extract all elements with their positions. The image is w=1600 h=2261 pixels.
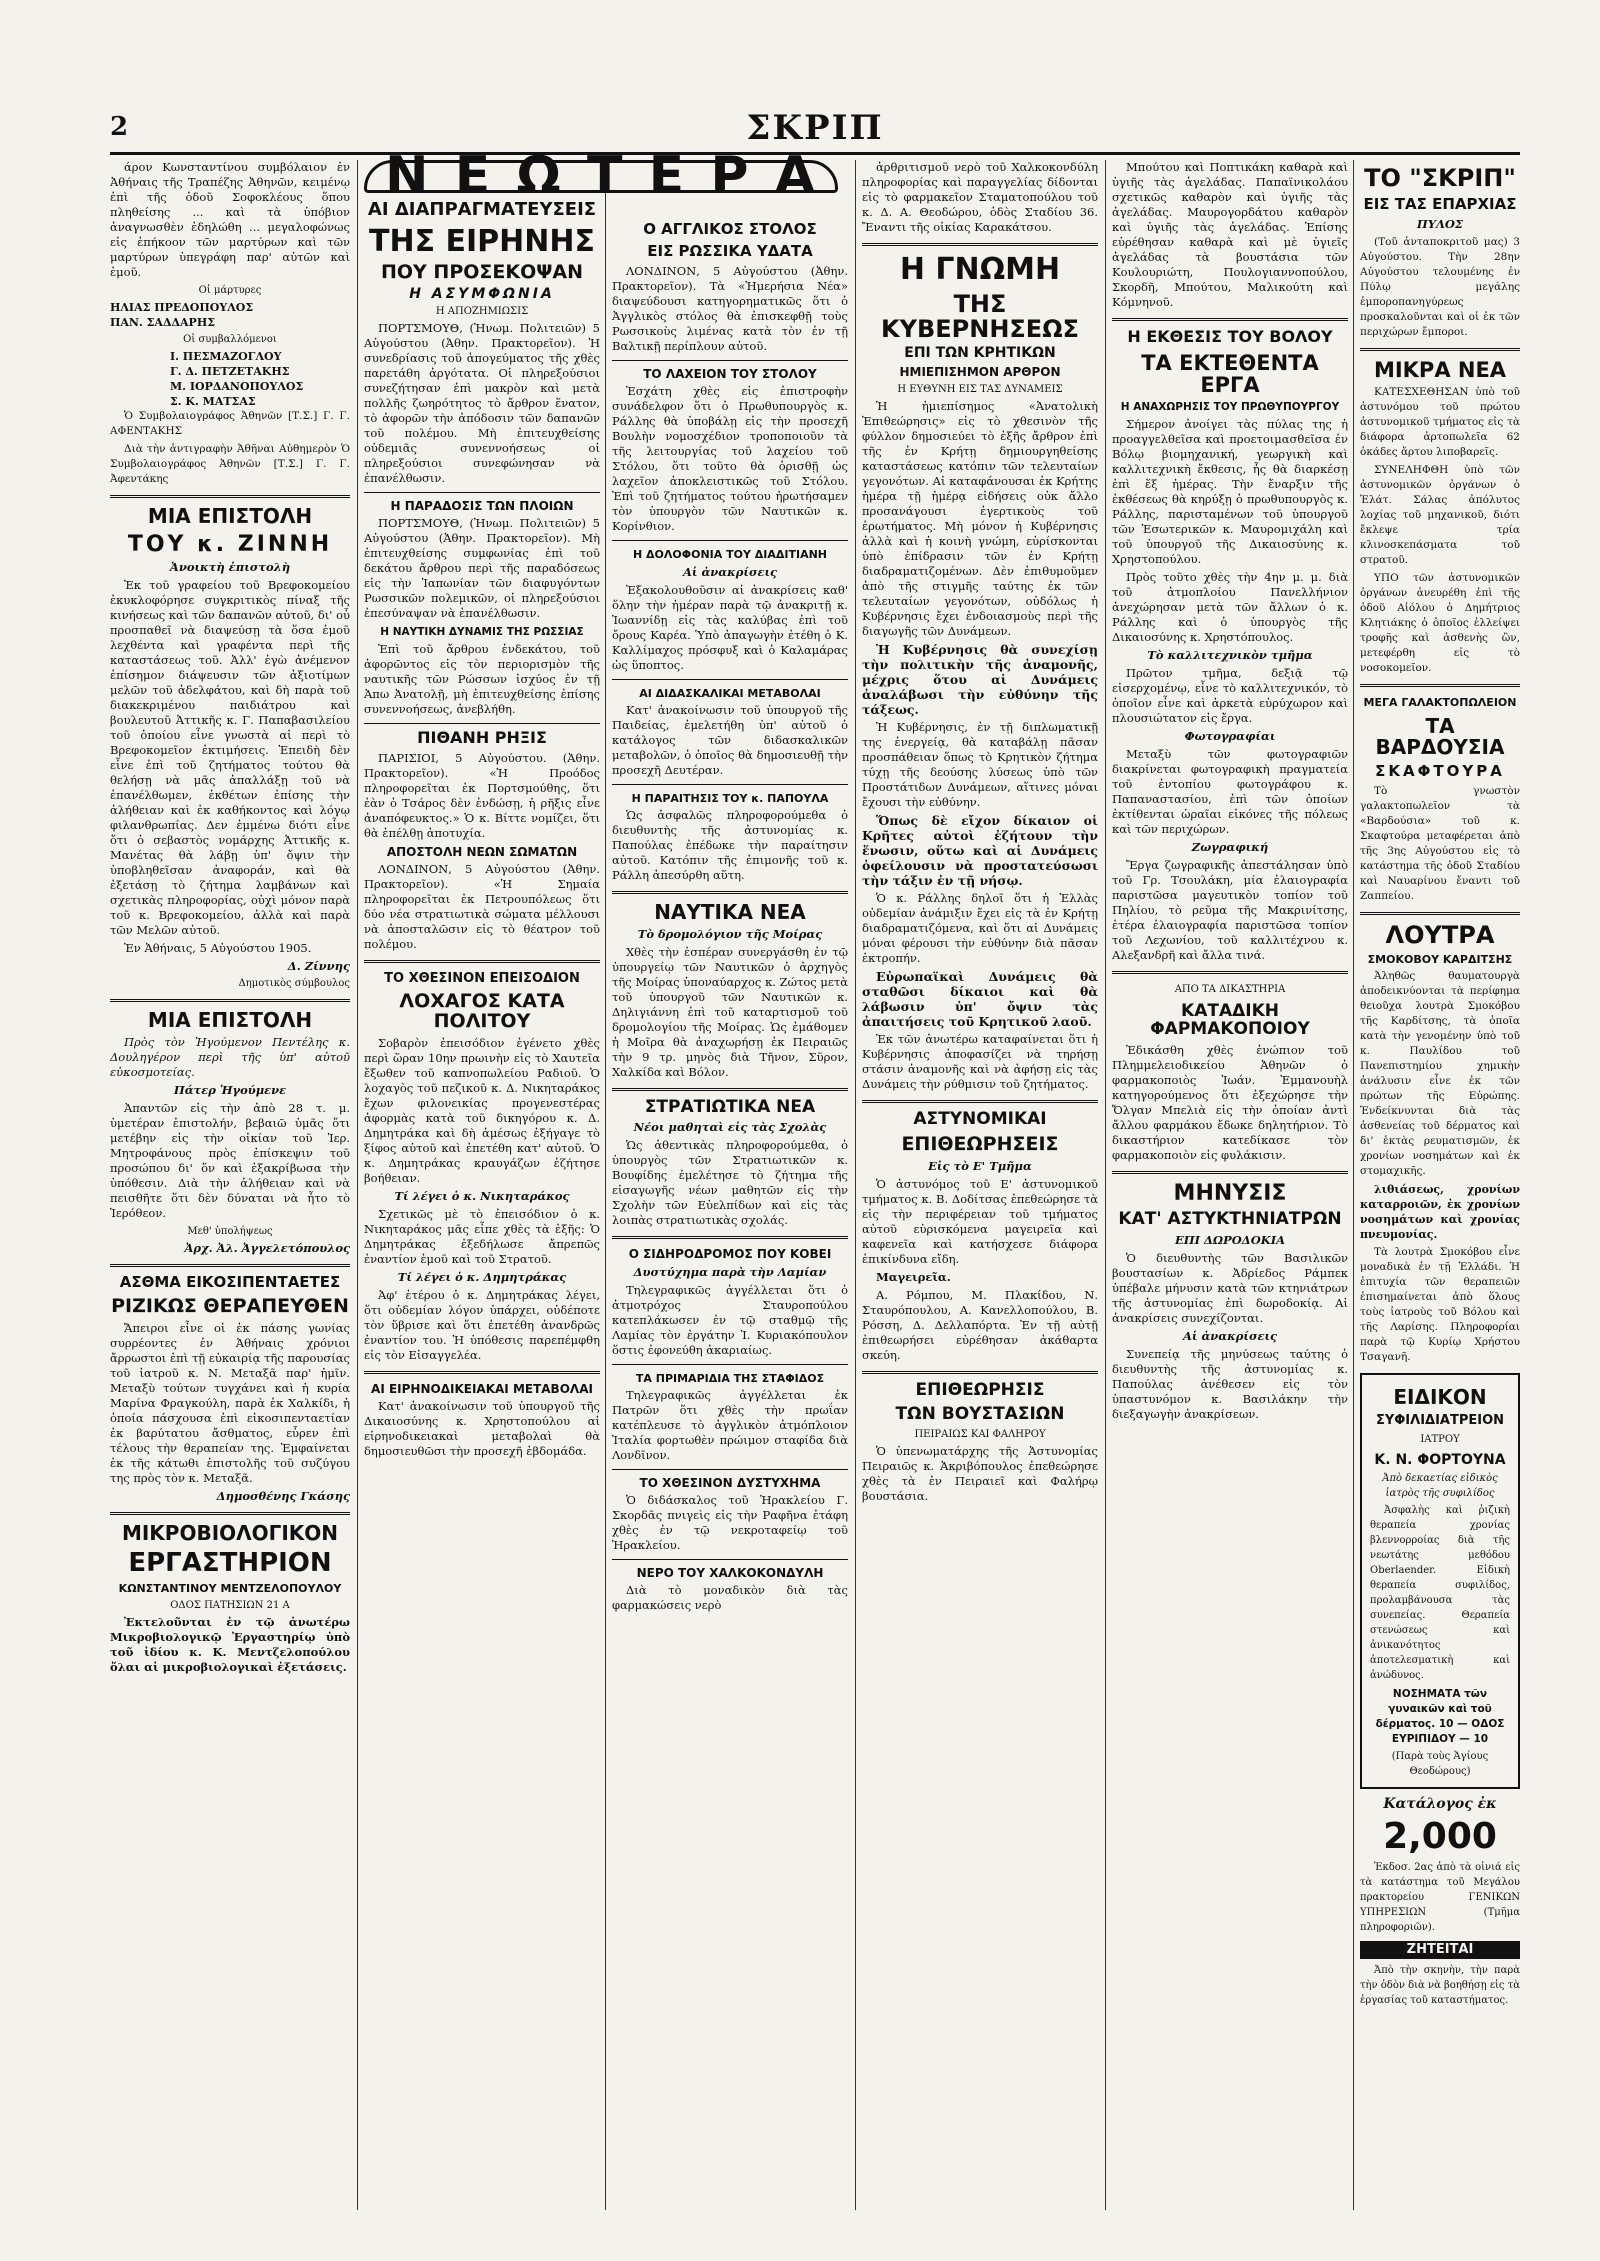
short-news-title: ΜΙΚΡΑ ΝΕΑ [1373,357,1507,382]
police-subtitle: Εἰς τὸ Ε' Τμῆμα [928,1158,1032,1173]
opinion-title-2: ΤΗΣ ΚΥΒΕΡΝΗΣΕΩΣ [880,289,1079,343]
opinion-body-4: Ἐκ τῶν ἀνωτέρω καταφαίνεται ὅτι ἡ Κυβέρνησις ἀποφασίζει νὰ τηρήσῃ στάσιν ἀναμονῆς καὶ νὰ ἀφήσῃ εἰς τὰς Δυνάμεις τὴν ρύθμισιν τοῦ ζητήματος. [862,1031,1098,1091]
lab-owner: ΚΩΝΣΤΑΝΤΙΝΟΥ ΜΕΝΤΖΕΛΟΠΟΥΛΟΥ [118,1582,342,1596]
page-number: 2 [110,112,129,142]
teachers-title: ΑΙ ΔΙΔΑΣΚΑΛΙΚΑΙ ΜΕΤΑΒΟΛΑΙ [639,686,821,700]
peace-body: ΠΟΡΤΣΜΟΥΘ, (Ἠνωμ. Πολιτειῶν) 5 Αὐγούστου (Ἀθην. Πρακτορεῖον). Ἡ συνεδρίασις τοῦ ἀπογεύματος τῆς χθὲς παρετάθη ἀργότατα. Οἱ πληρεξούσιοι συνεζήτησαν ἐπὶ μακρὸν καὶ μετὰ πολλῆς ζωηρότητος τὸ ἄρθρον ἕνατον, τὸ ἀφορῶν τὴν ἀπόδοσιν τῶν δαπανῶν τοῦ πολέμου. Μὴ ἐπιτευχθείσης οὐδεμιᾶς συνεννοήσεως οἱ πληρεξούσιοι συνεφώνησαν νὰ ἐπανέλθωσιν. [364,321,600,486]
banner-letter: Ε [454,146,493,206]
court-supertitle: ΑΠΟ ΤΑ ΔΙΚΑΣΤΗΡΙΑ [1174,983,1286,995]
divider [612,540,848,541]
column-divider [1105,160,1106,2210]
expo-subtitle: Η ΑΝΑΧΩΡΗΣΙΣ ΤΟΥ ΠΡΩΘΥΠΟΥΡΓΟΥ [1120,400,1340,413]
dairy-owner: ΣΚΑΦΤΟΥΡΑ [1375,761,1505,780]
lab-body: Ἐκτελοῦνται ἐν τῷ ἀνωτέρω Μικροβιολογικῷ Ἐργαστηρίῳ ὑπὸ τοῦ ἰδίου κ. Κ. Μεντζελοπούλου ὅλαι αἱ μικροβιολογικαὶ ἐξετάσεις. [110,1615,350,1675]
police-kicker: Μαγειρεῖα. [876,1269,951,1284]
incident-body: Σοβαρὸν ἐπεισόδιον ἐγένετο χθὲς περὶ ὥραν 10ην πρωινὴν εἰς τὸ Χαυτεῖα ἔξωθεν τοῦ καπνοπωλείου Ραδιοῦ. Ὁ λοχαγὸς τοῦ πεζικοῦ κ. Δ. Νικηταράκος ἔχων φιλονεικίας προγενεστέρας ἀφορμὰς κατὰ τοῦ δικηγόρου κ. Δ. Δημητράκα καὶ δὴ ἀμέσως ἐξήγαγε τὸ ξίφος αὐτοῦ καὶ ἐπετέθη κατ' αὐτοῦ. Ὁ κ. Δημητράκας κραυγάζων ἐζήτησε βοήθειαν. [364,1036,600,1185]
banner-letter: Ω [516,146,563,206]
incident-speaker-1: Τί λέγει ὁ κ. Νικηταράκος [394,1189,570,1203]
divider [1360,912,1520,915]
expo-body: Σήμερον ἀνοίγει τὰς πύλας της ἡ προαγγελθεῖσα καὶ προετοιμασθεῖσα ἐν Βόλῳ βιομηχανική, γεωργικὴ καὶ καλλιτεχνικὴ ἔκθεσις, ἧς θὰ διαρκέσῃ ἐπὶ ἕξ ἡμέρας. Τὴν ἔναρξιν τῆς ἐκθέσεως θὰ κηρύξῃ ὁ πρωθυπουργὸς κ. Ράλλης, παρισταμένων τοῦ ὑπουργοῦ τῶν Ἐσωτερικῶν κ. Μαυρομιχάλη καὶ τοῦ ὑπουργοῦ τῆς Δικαιοσύνης κ. Χρηστοπούλου. [1112,416,1348,566]
court-body: Ἐδικάσθη χθὲς ἐνώπιον τοῦ Πλημμελειοδικείου Ἀθηνῶν ὁ φαρμακοποιὸς Ἰωάν. Ἐμμανουὴλ κατηγορούμενος ὅτι ἐξεχώρησε τὴν Ὄλγαν Μπελιὰ εἰς τὴν ὁποίαν ἀντὶ ἄλλου φαρμάκου ἔδωκε δηλητήριον. Τὸ δικαστήριον κατεδίκασε τὸν φαρμακοποιὸν εἰς φυλάκισιν. [1112,1042,1348,1162]
divider [1360,348,1520,351]
letter1-signature: Δ. Ζίννης [287,959,350,974]
opinion-bold-2: Ὅπως δὲ εἴχον δίκαιον οἱ Κρῆτες αὐτοὶ ἐζήτουν τὴν ἕνωσιν, οὕτω καὶ αἱ Δυνάμεις ὀφείλουσιν νὰ προστατεύσωσι τὴν τάξιν ἐν τῇ νήσῳ. [862,812,1098,888]
police-body-2: Α. Ρόμπου, Μ. Πλακίδου, Ν. Σταυρόπουλου, Α. Κανελλοπούλου, Β. Ρόσση, Δ. Δελλαπόρτα. Ἐν τῇ αὐτῇ ἐπιθεωρήσει εὑρέθησαν ἀκάθαρτα σκεύη. [862,1287,1098,1362]
divider [612,679,848,680]
resignation-body: Ὡς ἀσφαλῶς πληροφορούμεθα ὁ διευθυντὴς τῆς ἀστυνομίας κ. Παπούλας ἐπέδωκε τὴν παραίτησιν αὐτοῦ. Κατόπιν τῆς ἐπιμονῆς τοῦ κ. Ράλλη ἀπεσύρθη αὕτη. [612,807,848,882]
letter2-salute: Πάτερ Ἡγούμενε [173,1083,287,1098]
skrip-provinces-title: ΤΟ "ΣΚΡΙΠ" [1364,164,1516,192]
troops-body: ΛΟΝΔΙΝΟΝ, 5 Αὐγούστου (Ἀθην. Πρακτορεῖον). «Ἡ Σημαία πληροφορεῖται ἐκ Πετρουπόλεως ὅτι δύο νέα στρατιωτικὰ σώματα μέλλουσι νὰ ἀποσταλῶσιν εἰς τὸ θέατρον τοῦ πολέμου. [364,862,600,952]
letter2-intro: Πρὸς τὸν Ἡγούμενον Πεντέλης κ. Δουληγέρον περὶ τῆς ὑπ' αὐτοῦ εὐκοσμοτείας. [110,1035,350,1080]
expo-body-4: Μεταξὺ τῶν φωτογραφιῶν διακρίνεται φωτογραφικὴ πραγματεία τοῦ ἐντοπίου φωτογράφου κ. Παπαναστασίου, ἐπὶ τῶν ὁποίων ἐκτίθενται ὡραῖαι εἰκόνες τῆς πόλεως καὶ τῶν περιχώρων. [1112,746,1348,836]
column-divider [855,160,856,2210]
contract-text: άρον Κωνσταντίνου συμβόλαιον ἐν Ἀθήναις τῆς Τραπέζης Ἀθηνῶν, κειμένῳ ἐπὶ τῆς ὁδοῦ Σοφοκλέους ὅπου πληθείσης ... καὶ τὰ ὑπόβιον ἀναγνωσθὲν ἐδηλώθη ... μεγαλοφώνως εἰς ἐπήκοον τῶν μαρτύρων καὶ τῶν μαρτύρων ὑπεγράφη παρ' αὐτῶν καὶ ἐμοῦ. [110,160,350,279]
baths-bold: λιθιάσεως, χρονίων καταρροιῶν, ἐκ χρονίων νοσημάτων καὶ χρονίας πνευμονίας. [1360,1182,1520,1241]
banner-letter: Τ [586,146,625,206]
police-kicker-line [862,1270,1098,1285]
column-1 [110,160,350,2220]
incident-body-3: Ἀφ' ἑτέρου ὁ κ. Δημητράκας λέγει, ὅτι οὐδεμίαν λόγον ὑπάρχει, οὐδέποτε τὸν ὕβρισε καὶ ὅτι ἐπετέθη ἀνανδρῶς ἐναντίον του. Ἡ ὑπόθεσις παρεπέμφθη εἰς τὸν Εἰσαγγελέα. [364,1288,600,1362]
divider [612,891,848,894]
peace-kicker-2: Η ΑΠΟΖΗΜΙΩΣΙΣ [435,306,529,318]
naval-news-body: Χθὲς τὴν ἑσπέραν συνεργάσθη ἐν τῷ ὑπουργείῳ τῶν Ναυτικῶν ὁ ἀρχηγὸς τῆς Μοίρας ὑποναύαρχος κ. Ζώτος μετὰ τοῦ ὑπουργοῦ τῶν Ναυτικῶν κ. Δηλιγιάννη ἐπὶ τοῦ καταρτισμοῦ τοῦ δρομολογίου τῆς Μοίρας. Ὡς ἐμάθομεν ἡ Μοῖρα θὰ ἀναχωρήσῃ ἐκ Πειραιῶς τὴν 9 τρ. μηνὸς διὰ Τῆνον, Σῦρον, Χαλκίδα καὶ Βόλον. [612,944,848,1079]
expo-kicker-2: Φωτογραφίαι [1184,728,1276,743]
military-news-subtitle: Νέοι μαθηταὶ εἰς τὰς Σχολὰς [633,1120,827,1135]
letter2-body: Ἀπαντῶν εἰς τὴν ἀπὸ 28 τ. μ. ὑμετέραν ἐπιστολήν, βεβαιῶ ὑμᾶς ὅτι μετέβην εἰς τὴν οἰκίαν τοῦ Ἱερ. Μητροφάνους πρὸς ἐπίσκεψιν τοῦ προσώπου δι' ὅν καὶ ἐξακρίβωσα τὴν ὑπόθεσιν. Διὰ τὴν ἀλήθειαν καὶ νὰ πεισθῆτε ὅτι δὲν δύναται νὰ ἦτο τὸ Ἱερόθεον. [110,1101,350,1221]
column-divider [605,160,606,2210]
rupture-body: ΠΑΡΙΣΙΟΙ, 5 Αὐγούστου. (Ἀθην. Πρακτορεῖον). «Ἡ Προόδος πληροφορεῖται ἐκ Πορτσμούθης, ὅτι ἐὰν ὁ Τσάρος δὲν ἐνδώσῃ, ἡ ρῆξις εἶνε ἀναπόφευκτος.» Ὁ κ. Βίττε νομίζει, ὅτι θὰ ἐπέλθῃ ἀποτυχία. [364,751,600,841]
clinic-address: ΝΟΣΗΜΑΤΑ τῶν γυναικῶν καὶ τοῦ δέρματος. 10 — ΟΔΟΣ ΕΥΡΙΠΙΔΟΥ — 10 [1375,1688,1505,1746]
railway-title: Ο ΣΙΔΗΡΟΔΡΟΜΟΣ ΠΟΥ ΚΟΒΕΙ [628,1247,832,1262]
divider [1112,971,1348,974]
stables-title: ΕΠΙΘΕΩΡΗΣΙΣ [915,1379,1045,1400]
party-name: Γ. Δ. ΠΕΤΖΕΤΑΚΗΣ [170,365,290,378]
water-body-continued: ἀρθριτισμοῦ νερὸ τοῦ Χαλκοκονδύλη πληροφορίας καὶ παραγγελίας δίδονται εἰς τὸ φαρμακεῖον Σταματοπούλου τοῦ κ. Δ. Α. Θεοδώρου, ὁδὸς Σταδίου 36. Ἔναντι τῆς οἰκίας Καρακάτσου. [862,160,1098,234]
expo-title: Η ΕΚΘΕΣΙΣ ΤΟΥ ΒΟΛΟΥ [1127,327,1333,346]
asthma-title: ΑΣΘΜΑ ΕΙΚΟΣΙΠΕΝΤΑΕΤΕΣ [119,1273,341,1292]
murder-subtitle: Αἱ ἀνακρίσεις [682,564,778,579]
witness-list [110,300,350,330]
letter1-subtitle: ΤΟΥ κ. ΖΙΝΝΗ [127,532,333,557]
divider [1112,1171,1348,1174]
clinic-ad [1360,1373,1520,1789]
parties-label: Οἱ συμβαλλόμενοι [183,334,277,345]
incident-body-2: Σχετικῶς μὲ τὸ ἐπεισόδιον ὁ κ. Νικηταράκος μᾶς εἶπε χθὲς τὰ ἑξῆς: Ὁ Δημητράκας ἐξεδήλωσε ἄπρεπῶς ἐναντίον ἐμοῦ καὶ τοῦ Στρατοῦ. [364,1207,600,1266]
divider [612,1088,848,1091]
complaint-body: Ὁ διευθυντὴς τῶν Βασιλικῶν βουστασίων κ. Ἀδρίεδος Ράμπεκ ὑπέβαλε μήνυσιν κατὰ τῶν κτηνιάτρων τῆς ἀστυνομίας ἐπὶ δωροδοκίᾳ. Αἱ ἀνακρίσεις συνεχίζονται. [1112,1250,1348,1325]
divider [1360,684,1520,687]
justice-body: Κατ' ἀνακοίνωσιν τοῦ ὑπουργοῦ τῆς Δικαιοσύνης κ. Χρηστοπούλου αἱ εἰρηνοδικειακαὶ μεταβολαὶ θὰ δημοσιευθῶσι τὴν προσεχῆ ἑβδομάδα. [364,1399,600,1458]
masthead: ΣΚΡΙΠ [746,108,884,148]
opinion-kicker-2: Η ΕΥΘΥΝΗ ΕΙΣ ΤΑΣ ΔΥΝΑΜΕΙΣ [897,383,1063,395]
divider [110,999,350,1002]
stables-body: Ὁ ὑπενωματάρχης τῆς Ἀστυνομίας Πειραιῶς κ. Ἀκριβόπουλος ἐπεθεώρησε χθὲς τὰ ἐν Πειραιεῖ καὶ Φαλήρῳ βουστάσια. [862,1444,1098,1504]
banner-letter: Ν [385,146,431,206]
incident-title: ΤΟ ΧΘΕΣΙΝΟΝ ΕΠΕΙΣΟΔΙΟΝ [384,971,580,987]
divider [1112,318,1348,321]
letter2-title: ΜΙΑ ΕΠΙΣΤΟΛΗ [147,1008,313,1033]
column-divider [1353,160,1354,2210]
raisin-body: Τηλεγραφικῶς ἀγγέλλεται ἐκ Πατρῶν ὅτι χθὲς τὴν πρωΐαν κατέπλευσε τὸ ἀγγλικὸν ἀτμόπλοιον Ἰταλία φορτωθὲν πρώιμον σταφίδα διὰ Λονδῖνον. [612,1388,848,1463]
railway-body: Τηλεγραφικῶς ἀγγέλλεται ὅτι ὁ ἀτμοτρόχος Σταυροπούλου κατεπλάκωσεν ἐν τῷ σταθμῷ τῆς Λαμίας τὸν ἐργάτην Ἰ. Κυριακόπουλον ὅστις ἐφονεύθη ἀκαριαίως. [612,1283,848,1358]
dairy-name: ΤΑ ΒΑΡΔΟΥΣΙΑ [1375,713,1505,759]
lab-title: ΜΙΚΡΟΒΙΟΛΟΓΙΚΟΝ [121,1520,339,1545]
divider [364,492,600,493]
naval-power-title: Η ΝΑΥΤΙΚΗ ΔΥΝΑΜΙΣ ΤΗΣ ΡΩΣΣΙΑΣ [380,626,584,639]
copy-note: Διὰ τὴν ἀντιγραφὴν Ἀθῆναι Αὐθημερὸν Ὁ Συμβολαιογράφος Ἀθηνῶν [Τ.Σ.] Γ. Γ. Ἀφεντάκης [110,443,350,485]
skrip-provinces-body: (Τοῦ ἀνταποκριτοῦ μας) 3 Αὐγούστου. Τὴν 28ην Αὐγούστου τελουμένης ἐν Πύλῳ μεγάλης ἐμποροπανηγύρεως προσκαλοῦνται καὶ οἱ ἐκ τῶν περιχώρων ἔμποροι. [1360,235,1520,338]
opinion-subtitle: ΕΠΙ ΤΩΝ ΚΡΗΤΙΚΩΝ [904,344,1056,361]
complaint-subtitle: ΚΑΤ' ΑΣΤΥΚΤΗΝΙΑΤΡΩΝ [1118,1208,1342,1229]
party-name: Ι. ΠΕΣΜΑΖΟΓΛΟΥ [170,350,282,363]
accident-title: ΤΟ ΧΘΕΣΙΝΟΝ ΔΥΣΤΥΧΗΜΑ [639,1476,821,1491]
lab-address: ΟΔΟΣ ΠΑΤΗΣΙΩΝ 21 Α [170,1600,290,1612]
clinic-doctor-label: ΙΑΤΡΟΥ [1420,1433,1460,1445]
ships-title: Η ΠΑΡΑΔΟΣΙΣ ΤΩΝ ΠΛΟΙΩΝ [390,499,574,514]
fleet-title: Ο ΑΓΓΛΙΚΟΣ ΣΤΟΛΟΣ [643,220,817,238]
opinion-body: Ἡ ἡμιεπίσημος «Ἀνατολικὴ Ἐπιθεώρησις» εἰς τὸ χθεσινὸν τῆς φύλλον δημοσιεύει τὸ ἑξῆς ἄρθρον ἐπὶ τῆς ἐν Κρήτῃ δημιουργηθείσης καταστάσεως κατόπιν τῶν τελευταίων γεγονότων. Αἱ καταφάνουσαι ἐκ Κρήτης ἡμέρα τῇ ἡμέρᾳ εἰδήσεις οὐκ ἄλλο προσανάγουσι ἐγερτικοὺς τοῦ ἐρωτήματος. Μὴ μόνον ἡ Κυβέρνησις ἀλλὰ καὶ ἡ κοινὴ γνώμη, εὑρίσκονται ὑπὸ ἐπίδρασιν τῶν ἐν Κρήτῃ διαδραματιζομένων. Δὲν ἐπιθυμοῦμεν ἀπὸ τῆς στιγμῆς ταύτης ἐκ τῶν τελευταίων γεγονότων, οὐδόλως ἡ Κυβέρνησις ἔχει ἐνδοιασμοὺς περὶ τῆς διαγωγῆς τῶν Δυνάμεων. [862,398,1098,638]
letter2-signature: Ἀρχ. Ἀλ. Ἀγγελετόπουλος [184,1241,350,1256]
water-body: Διὰ τὸ μοναδικὸν διὰ τὰς φαρμακώσεις νερὸ [612,1583,848,1613]
short-news-item: ΚΑΤΕΣΧΕΘΗΣΑΝ ὑπὸ τοῦ ἀστυνόμου τοῦ πρώτου ἀστυνομικοῦ τμήματος εἰς τὰ διάφορα ἀρτοπωλεῖα 62 ὀκάδες ἄρτου λιποβαρεῖς. [1360,385,1520,458]
baths-body-2: Τὰ λουτρὰ Σμοκόβου εἶνε μοναδικὰ ἐν τῇ Ἑλλάδι. Ἡ ἐπιτυχία τῶν θεραπειῶν ἐπισημαίνεται ἀπὸ ὅλους τοὺς ἰατροὺς τοῦ Βόλου καὶ τῆς Λαρίσης. Πληροφορίαι παρὰ τῷ Κυρίῳ Χρήστου Τσαγανῆ. [1360,1245,1520,1363]
water-title: ΝΕΡΟ ΤΟΥ ΧΑΛΚΟΚΟΝΔΥΛΗ [636,1566,824,1581]
resignation-title: Η ΠΑΡΑΙΤΗΣΙΣ ΤΟΥ κ. ΠΑΠΟΥΛΑ [631,791,829,805]
letter1-role: Δημοτικὸς σύμβουλος [238,978,350,990]
complaint-kicker-2: Αἱ ἀνακρίσεις [1182,1328,1278,1343]
justice-title: ΑΙ ΕΙΡΗΝΟΔΙΚΕΙΑΚΑΙ ΜΕΤΑΒΟΛΑΙ [371,1382,593,1396]
letter1-title: ΜΙΑ ΕΠΙΣΤΟΛΗ [147,504,313,528]
divider [110,495,350,498]
expo-kicker-3: Ζωγραφική [1191,839,1269,854]
opinion-body-3: Ὁ κ. Ράλλης δηλοῖ ὅτι ἡ Ἑλλὰς οὐδεμίαν ἀνάμιξιν ἔχει εἰς τὰ ἐν Κρήτῃ διαδραματιζόμενα, καὶ ὅτι αἱ Δυνάμεις μόναι φέρουσι τὴν εὐθύνην διὰ πᾶσαν ἐκτροπήν. [862,890,1098,965]
neotera-banner [364,146,838,206]
lottery-title: ΤΟ ΛΑΧΕΙΟΝ ΤΟΥ ΣΤΟΛΟΥ [643,366,817,381]
catalog-label: Κατάλογος ἐκ [1383,1796,1497,1813]
teachers-body: Κατ' ἀνακοίνωσιν τοῦ ὑπουργοῦ τῆς Παιδείας, ἐμελετήθη ὑπ' αὐτοῦ ὁ κατάλογος τῶν διδασκαλικῶν μεταβολῶν, ὁ ὁποῖος θὰ δημοσιευθῇ τὴν προσεχῆ Δευτέραν. [612,702,848,777]
police-body: Ὁ ἀστυνόμος τοῦ Ε' ἀστυνομικοῦ τμήματος κ. Β. Δοδίτσας ἐπεθεώρησε τὰ εἰς τὴν περιφέρειαν τοῦ τμήματος αὐτοῦ εὑρισκόμενα μαγειρεῖα καὶ καφενεῖα καὶ κατήσχεσε διάφορα ἐπικίνδυνα εἴδη. [862,1176,1098,1266]
asthma-signature: Δημοσθένης Γκάσης [216,1488,350,1503]
peace-headline-2: ΤΗΣ ΕΙΡΗΝΗΣ [369,223,595,259]
expo-kicker-1: Τὸ καλλιτεχνικὸν τμῆμα [1147,647,1313,662]
naval-news-title: ΝΑΥΤΙΚΑ ΝΕΑ [654,899,806,924]
wanted-body: Ἀπὸ τὴν σκηνὴν, τὴν παρὰ τὴν ὁδὸν διὰ νὰ βοηθήσῃ εἰς τὰ ἐργασίας τοῦ καταστήματος. [1360,1964,1520,2006]
expo-body-3: Πρῶτον τμῆμα, δεξιᾷ τῷ εἰσερχομένῳ, εἶνε τὸ καλλιτεχνικόν, τὸ ὁποῖον εἶνε καὶ ἀρκετὰ εὐρύχωρον καὶ πλουσιώτατον εἰς ἔργα. [1112,665,1348,725]
divider [364,960,600,963]
railway-subtitle: Δυστύχημα παρὰ τὴν Λαμίαν [633,1265,827,1280]
peace-subhead: ΠΟΥ ΠΡΟΣΕΚΟΨΑΝ [381,261,583,284]
ships-body: ΠΟΡΤΣΜΟΥΘ, (Ἠνωμ. Πολιτειῶν) 5 Αὐγούστου (Ἀθην. Πρακτορεῖον). Μὴ ἐπιτευχθείσης συμφωνίας ἐπὶ τοῦ δεκάτου ἄρθρου περὶ τῆς παραδόσεως εἰς τὴν Ἰαπωνίαν τῶν διαφυγόντων Ρωσσικῶν πολεμικῶν, οἱ πληρεξούσιοι ἐπεσύναψαν νὰ ἐπανέλθωσιν. [364,516,600,621]
column-4 [862,160,1098,2220]
troops-title: ΑΠΟΣΤΟΛΗ ΝΕΩΝ ΣΩΜΑΤΩΝ [386,845,578,860]
column-6 [1360,160,1520,2220]
complaint-kicker: ΕΠΙ ΔΩΡΟΔΟΚΙΑ [1174,1232,1286,1247]
divider [612,1236,848,1239]
clinic-title: ΕΙΔΙΚΟΝ [1393,1384,1487,1409]
clinic-body: Ἀσφαλὴς καὶ ῥιζικὴ θεραπεία χρονίας βλεννορροίας διὰ τῆς νεωτάτης μεθόδου Oberlaender. Εἰδικὴ θεραπεία συφιλίδος, προλαμβάνουσα τὰς συνεπείας. Θεραπεία στενώσεως καὶ ἀνικανότητος ἀποτελεσματικὴ καὶ ἀνώδυνος. [1370,1505,1510,1682]
lottery-body: Ἐσχάτη χθὲς εἰς ἐπιστροφὴν συνάδελφον ὅτι ὁ Πρωθυπουργὸς κ. Ράλλης θὰ ὑποβάλῃ εἰς τὴν προσεχῆ Βουλὴν νομοσχέδιον τροποποιοῦν τὰ τῆς λειτουργίας τοῦ λαχείου τοῦ Στόλου, ὅτι τοῦτο θὰ ὁρισθῇ ὡς λαχεῖον ἀποκλειστικῶς τοῦ Στόλου. Ἐπὶ τοῦ ζητήματος τούτου ἠρωτήσαμεν τὸν ὑπουργὸν τῶν Ναυτικῶν κ. Κορίνθιον. [612,383,848,533]
short-news-item: ΣΥΝΕΛΗΦΘΗ ὑπὸ τῶν ἀστυνομικῶν ὀργάνων ὁ Ἐλάτ. Σάλας ἀπόλυτος λοχίας τοῦ μηχανικοῦ, διότι ἔκλεψε τρία κλινοσκεπάσματα τοῦ στρατοῦ. [1360,463,1520,566]
accident-body: Ὁ διδάσκαλος τοῦ Ἡρακλείου Γ. Σκορδᾶς πνιγεὶς εἰς τὴν Ραφῆνα ἐτάφη χθὲς ἐν τῷ νεκροταφείῳ τοῦ Ἡρακλείου. [612,1493,848,1553]
clinic-note: Ἀπὸ δεκαετίας εἰδικὸς ἰατρὸς τῆς συφιλίδος [1382,1473,1498,1500]
witness-name: ΗΛΙΑΣ ΠΡΕΔΟΠΟΥΛΟΣ [110,301,254,314]
letter2-close: Μεθ' ὑπολήψεως [187,1226,273,1238]
clinic-location: (Παρὰ τοὺς Ἁγίους Θεοδώρους) [1391,1751,1489,1778]
column-divider [357,160,358,2210]
fleet-subtitle: ΕΙΣ ΡΩΣΣΙΚΑ ΥΔΑΤΑ [647,241,813,260]
raisin-title: ΤΑ ΠΡΙΜΑΡΙΔΙΑ ΤΗΣ ΣΤΑΦΙΔΟΣ [635,1372,825,1386]
divider [612,1364,848,1365]
police-title-2: ΕΠΙΘΕΩΡΗΣΕΙΣ [901,1132,1059,1155]
party-list [110,349,350,409]
divider [862,243,1098,246]
military-news-body: Ὡς ἀθεντικὰς πληροφορούμεθα, ὁ ὑπουργὸς τῶν Στρατιωτικῶν κ. Βουφίδης ἐμελέτησε τὸ ζήτημα τῆς εἰσαγωγῆς νέων μαθητῶν εἰς τὴν Σχολὴν τῶν Εὐελπίδων καὶ εἰς τὰς λοιπὰς στρατιωτικὰς σχολάς. [612,1138,848,1228]
banner-letter: Α [774,146,817,206]
peace-kicker: Η ΑΣΥΜΦΩΝΙΑ [409,286,555,303]
witness-name: ΠΑΝ. ΣΑΔΔΑΡΗΣ [110,316,215,329]
baths-subtitle: ΣΜΟΚΟΒΟΥ ΚΑΡΔΙΤΣΗΣ [1367,952,1513,966]
murder-title: Η ΔΟΛΟΦΟΝΙΑ ΤΟΥ ΔΙΑΔΙΤΙΑΝΗ [632,547,827,561]
wanted-title: ΖΗΤΕΙΤΑΙ [1360,1941,1520,1959]
divider [862,1100,1098,1103]
divider [862,1371,1098,1374]
military-news-title: ΣΤΡΑΤΙΩΤΙΚΑ ΝΕΑ [644,1096,816,1117]
police-title: ΑΣΤΥΝΟΜΙΚΑΙ [913,1108,1047,1129]
dairy-body: Τὸ γνωστὸν γαλακτοπωλεῖον τὰ «Βαρδούσια» τοῦ κ. Σκαφτούρα μεταφέρεται ἀπὸ τῆς 3ης Αὐγούστου εἰς τὸ κατάστημα τῆς ὁδοῦ Σταδίου καὶ Ναυαρίνου ἔναντι τοῦ Ζαππείου. [1360,784,1520,902]
divider [364,723,600,724]
opinion-title: Η ΓΝΩΜΗ [899,252,1061,287]
banner-letter: Ε [648,146,687,206]
asthma-body: Ἄπειροι εἶνε οἱ ἐκ πάσης γωνίας συρρέοντες ἐν Ἀθήναις χρόνιοι ἄρρωστοι ἐπὶ τῇ εὐκαιρίᾳ τῆς παρουσίας τοῦ ἰατροῦ κ. Ν. Μεταξᾶ παρ' ἡμῖν. Μεταξὺ τούτων τυγχάνει καὶ ἡ κυρία Μαρίνα Φραγκούλη, παρὰ ἐκ Χαλκίδι, ἡ ὁποία πάσχουσα ἐπὶ εἰκοσιπενταετίαν ἐκ βαρύτατου ἄσθματος, εὗρεν ἐπὶ τέλους τὴν θεραπείαν της. Ἐμφαίνεται ἐκ τῆς κάτωθι ἐπιστολῆς τοῦ συζύγου της πρὸς τὸν κ. Μεταξᾶ. [110,1320,350,1485]
notary-line: Ὁ Συμβολαιογράφος Ἀθηνῶν [Τ.Σ.] Γ. Γ. ΑΦΕΝΤΑΚΗΣ [110,410,350,437]
party-name: Σ. Κ. ΜΑΤΣΑΣ [170,395,256,408]
divider [612,360,848,361]
opinion-bold-1: Ἡ Κυβέρνησις θὰ συνεχίσῃ τὴν πολιτικὴν τῆς ἀναμονῆς, μέχρις ὅτου αἱ Δυνάμεις ἀναλάβωσι τὴν εὐθύνην τῆς τάξεως. [862,641,1098,717]
fleet-body: ΛΟΝΔΙΝΟΝ, 5 Αὐγούστου (Ἀθην. Πρακτορεῖον). Τὰ «Ἡμερήσια Νέα» διαψεύδουσι κατηγορηματικῶς ὅτι ὁ Ἀγγλικὸς στόλος θὰ ἐπισκεφθῇ τοὺς Ρωσσικοὺς λιμένας κατὰ τὸν ἐν τῇ Βαλτικῇ περίπλουν αὐτοῦ. [612,263,848,353]
skrip-provinces-subtitle: ΕΙΣ ΤΑΣ ΕΠΑΡΧΙΑΣ [1363,195,1517,214]
column-5 [1112,160,1348,2220]
expo-title-2: ΤΑ ΕΚΤΕΘΕΝΤΑ ΕΡΓΑ [1141,350,1319,397]
lab-subtitle: ΕΡΓΑΣΤΗΡΙΟΝ [128,1547,332,1578]
letter1-body: Ἐκ τοῦ γραφείου τοῦ Βρεφοκομείου ἐκυκλοφόρησε συγκριτικὸς πίναξ τῆς κινήσεως καὶ τῶν δαπανῶν αὐτοῦ, δι' οὗ προσπαθεῖ νὰ διαψεύσῃ τὰ ὅσα ἐμοῦ λεχθέντα καὶ γραφέντα περὶ τῆς καταστάσεως τοῦ. Ἀλλ' ἐγὼ ἀνέμενον ἐπίσημον διάψευσιν τῶν ἀξιοτίμων μελῶν τοῦ ἀδελφάτου, καὶ δὴ παρὰ τοῦ διακεκριμένου παιδιάτρου καὶ βουλευτοῦ Ἀττικῆς κ. Γ. Παπαβασιλείου τοῦ ὁποίου εἶνε γνωστὰ αἱ περὶ τὸ Βρεφοκομεῖον ἐκτιμήσεις. Ἐπειδὴ δὲν εἶνε ἐπὶ τοῦ ζητήματος τούτου θὰ θελήσῃ νὰ μᾶς ἀπαλλάξῃ τοῦ νὰ ἐπανέλθωμεν, ἐκθέτων ἐπίσης τὴν ἀλήθειαν καὶ ἐκ καθήκοντος καὶ λόγῳ φιλανθρωπίας. Δεν ἐμμένω διότι εἶνε ὅτι ὁ σεβαστὸς νομάρχης Ἀττικῆς κ. Μανέτας θὰ λάβῃ ὑπ' ὄψιν τὴν ὑποβληθεῖσαν ἀναφοράν, καὶ θὰ ἐξετάσῃ τὸ ζήτημα λαμβάνων καὶ σχετικὰς πληροφορίας, οὐχὶ μόνον παρὰ τοῦ κ. Βρεφοκομείου, ἀλλὰ καὶ παρὰ τῶν Μελῶν αὐτοῦ. [110,578,350,938]
party-name: Μ. ΙΟΡΔΑΝΟΠΟΥΛΟΣ [170,380,304,393]
complaint-body-2: Συνεπείᾳ τῆς μηνύσεως ταύτης ὁ διευθυντὴς τῆς ἀστυνομίας κ. Παπούλας ἀνέθεσεν εἰς τὸν ὑπαστυνόμον κ. Βασιλάκην τὴν διεξαγωγὴν ἀνακρίσεων. [1112,1346,1348,1421]
baths-body: Ἀληθῶς θαυματουργὰ ἀποδεικνύονται τὰ περίφημα θειοῦχα λουτρὰ Σμοκόβου τῆς Καρδίτσης, τὰ ὁποῖα κατὰ τὴν γενομένην ὑπὸ τοῦ κ. Παυλίδου τοῦ Πανεπιστημίου χημικὴν ἀνάλυσιν εἶνε ἐκ τῶν πρώτων τῆς Εὐρώπης. Ἐνδείκνυνται διὰ τὰς ἀσθενείας τοῦ δέρματος καὶ δι' ἑκτὰς ρευματισμῶν, ἐκ χρονίων νοσημάτων καὶ ἐκ στομαχικῆς. [1360,969,1520,1177]
clinic-doctor-name: Κ. Ν. ΦΟΡΤΟΥΝΑ [1374,1451,1506,1468]
stables-location: ΠΕΙΡΑΙΩΣ ΚΑΙ ΦΑΛΗΡΟΥ [914,1429,1046,1441]
dairy-title: ΜΕΓΑ ΓΑΛΑΚΤΟΠΩΛΕΙΟΝ [1363,695,1517,709]
divider [612,1559,848,1560]
letter1-kicker: Ἀνοικτὴ ἐπιστολὴ [169,560,291,575]
skrip-provinces-place: ΠΥΛΟΣ [1416,216,1464,231]
complaint-title: ΜΗΝΥΣΙΣ [1173,1180,1287,1206]
stables-body-continued: Μπούτου καὶ Ποπτικάκη καθαρὰ καὶ ὑγιῆς τὰς ἀγελάδας. Παπαϊνικολάου σχετικῶς καθαρὸν καὶ ὑγιῆς τὰς ἀγελάδας. Μαυρογορδάτου καθαρὸν καὶ ὑγιῆς τὰς ἀγελάδας. Ἐπίσης εὑρέθησαν καθαρὰ καὶ μὲ ὑγιεῖς ἀγελάδας τὰ βουστάσια τῶν Κουλουριώτη, Πουλογιαννοπούλου, Σκορδῆ, Μπούτου, Μαλικούτη καὶ Κόμνηνοῦ. [1112,160,1348,309]
stables-subtitle: ΤΩΝ ΒΟΥΣΤΑΣΙΩΝ [895,1403,1065,1424]
asthma-subtitle: ΡΙΖΙΚΩΣ ΘΕΡΑΠΕΥΘΕΝ [111,1294,349,1317]
opinion-bold-3: Εὐρωπαϊκαὶ Δυνάμεις θὰ σταθῶσι δίκαιοι καὶ θὰ λάβωσιν ὑπ' ὄψιν τὰς ἀπαιτήσεις τοῦ Κρητικοῦ λαοῦ. [862,968,1098,1029]
expo-body-2: Πρὸς τοῦτο χθὲς τὴν 4ην μ. μ. διὰ τοῦ ἀτμοπλοίου Πανελλήνιον ἀνεχώρησαν μετὰ τῶν ἄλλων ὁ κ. Ράλλης καὶ ὁ ὑπουργὸς τῆς Δικαιοσύνης κ. Χρηστόπουλος. [1112,569,1348,644]
banner-letter: Ρ [710,146,751,206]
letter1-date: Ἐν Ἀθήναις, 5 Αὐγούστου 1905. [124,941,312,956]
opinion-kicker: ΗΜΙΕΠΙΣΗΜΟΝ ΑΡΘΡΟΝ [899,364,1061,379]
rupture-title: ΠΙΘΑΝΗ ΡΗΞΙΣ [417,728,547,748]
court-title: ΚΑΤΑΔΙΚΗ ΦΑΡΜΑΚΟΠΟΙΟΥ [1150,1000,1310,1039]
divider [110,1264,350,1267]
peace-headline: ΑΙ ΔΙΑΠΡΑΓΜΑΤΕΥΣΕΙΣ [367,199,597,220]
short-news-item: ΥΠΟ τῶν ἀστυνομικῶν ὀργάνων ἀνευρέθη ἐπὶ τῆς ὁδοῦ Αἰόλου ὁ Δημήτριος Κλητιάκης ὁ ὁποῖος ἐλλείψει τροφῆς καὶ ἀσθενὴς ὢν, μετεφέρθη εἰς τὸ νοσοκομεῖον. [1360,571,1520,674]
expo-body-5: Ἔργα ζωγραφικῆς ἀπεστάλησαν ὑπὸ τοῦ Γρ. Τσουλάκη, μία ἐλαιογραφία παριστῶσα μαγευτικὸν τοπίον τοῦ Πηλίου, τὸ ρεῦμα τῆς Μακρινίτσης, ἑτέρα ἐλαιογραφία παριστῶσα τοπίον τοῦ Λεχωνίου, τοῦ καλλιτέχνου κ. Αλεξανδρῆ καὶ ἄλλα τινά. [1112,857,1348,962]
baths-title: ΛΟΥΤΡΑ [1385,920,1495,949]
incident-speaker-2: Τί λέγει ὁ κ. Δημητράκας [397,1270,567,1284]
divider [612,1469,848,1470]
clinic-title-2: ΣΥΦΙΛΙΔΙΑΤΡΕΙΟΝ [1375,1412,1505,1428]
divider [612,784,848,785]
column-3 [612,216,848,2220]
catalog-number: 2,000 [1383,1816,1497,1858]
opinion-body-2: Ἡ Κυβέρνησις, ἐν τῇ διπλωματικῇ της ἐνεργείᾳ, θὰ καταβάλῃ πᾶσαν προσπάθειαν ὅπως τὸ Κρητικὸν ζήτημα τύχῃ τῆς δεούσης λύσεως ὑπὸ τῶν Προστάτιδων Δυνάμεων, αἵτινες μόναι ἔχουσι τὴν εὐθύνην. [862,719,1098,809]
catalog-body: Ἐκδοσ. 2ας ἀπὸ τὰ οἰνιά εἰς τὰ κατάστημα τοῦ Μεγάλου πρακτορείου ΓΕΝΙΚΩΝ ΥΠΗΡΕΣΙΩΝ (Τμῆμα πληροφοριῶν). [1360,1862,1520,1934]
witnesses-label: Οἱ μάρτυρες [198,285,262,296]
divider [110,1512,350,1515]
incident-subtitle: ΛΟΧΑΓΟΣ ΚΑΤΑ ΠΟΛΙΤΟΥ [399,990,565,1033]
naval-news-subtitle: Τὸ δρομολόγιον τῆς Μοίρας [637,926,823,941]
naval-power-body: Ἐπὶ τοῦ ἄρθρου ἑνδεκάτου, τοῦ ἀφορῶντος εἰς τὸν περιορισμὸν τῆς ναυτικῆς τῶν Ρώσσων ἰσχύος ἐν τῇ Ἀπω Ἀνατολῇ, μὴ ἐπιτευχθείσης ἐπίσης συνεννοήσεως, ἀνεβλήθη. [364,642,600,717]
murder-body: Ἐξακολουθοῦσιν αἱ ἀνακρίσεις καθ' ὅλην τὴν ἡμέραν παρὰ τῷ ἀνακριτῇ κ. Ἰωαννίδῃ εἰς τὰς καλύβας ἐπὶ τοῦ ὄρους Καρέα. Ὑπὸ ἀπαγωγὴν ἐτέθη ὁ Κ. Καλλίμαχος πρόσφυξ καὶ ὁ Καλαμάρας ὡς ὕποπτος. [612,582,848,672]
divider [364,1371,600,1374]
